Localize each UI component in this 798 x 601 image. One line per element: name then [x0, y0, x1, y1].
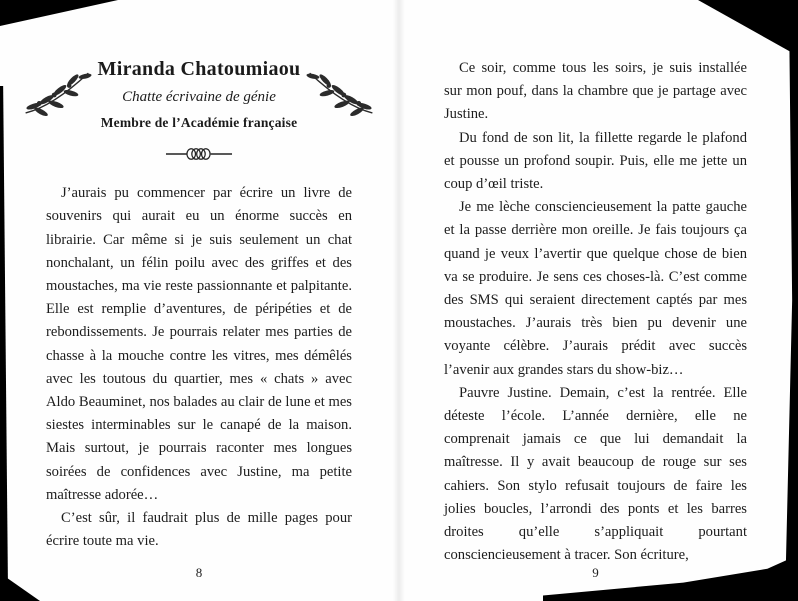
paragraph: Ce soir, comme tous les soirs, je suis installée sur mon pouf, dans la chambre que je partage avec Justine.	[444, 60, 747, 123]
chapter-header	[46, 58, 352, 131]
chapter-header-text	[98, 58, 301, 131]
chapter-subtitle: Chatte écrivaine de génie	[122, 89, 276, 105]
chapter-affiliation: Membre de l’Académie française	[100, 115, 298, 130]
scan-edge-top-right	[698, 0, 798, 56]
right-page-body	[444, 57, 747, 567]
page-left	[46, 56, 352, 553]
paragraph: Je me lèche consciencieusement la patte gauche et la passe derrière mon oreille. Je fais toujours ça quand je veux l’avertir que quelque chose de bien va se produire. Je sens ces choses-là. C’est comme des SMS qui seraient directement captés par mes moustaches. J’aurais très bien pu devenir une voyante célèbre. J’aurais prédit avec succès l’avenir aux grandes stars du show-biz…	[444, 199, 747, 378]
olive-branch-left-icon	[20, 66, 94, 124]
olive-branch-right-icon	[304, 66, 378, 124]
paragraph: J’aurais pu commencer par écrire un livre de souvenirs qui aurait eu un énorme succès en librairie. Car même si je suis seulement un chat nonchalant, un félin poilu avec des griffes et des moustaches, ma vie reste passionnante et palpitante. Elle est remplie d’aventures, de péripéties et de rebondissements. Je pourrais relater mes parties de chasse à la mouche contre les vitres, mes démêlés avec les toutous du quartier, mes « chats » avec Aldo Beauminet, nos balades au clair de lune et mes siestes interminables sur le canapé de la maison. Mais surtout, je pourrais raconter mes longues soirées de confidences avec Justine, ma petite maîtresse adorée…	[46, 185, 352, 503]
rope-knot-divider-icon	[165, 145, 233, 161]
paragraph: Du fond de son lit, la fillette regarde le plafond et pousse un profond soupir. Puis, elle me jette un coup d’œil triste.	[444, 129, 747, 193]
page-right	[444, 57, 747, 567]
paragraph: C’est sûr, il faudrait plus de mille pages pour écrire toute ma vie.	[46, 510, 352, 550]
left-page-body	[46, 182, 352, 553]
page-number-right: 9	[592, 565, 599, 580]
page-gutter	[393, 0, 405, 601]
scan-edge-right	[785, 0, 798, 601]
scan-edge-left	[0, 86, 9, 601]
paragraph: Pauvre Justine. Demain, c’est la rentrée. Elle déteste l’école. L’année dernière, elle ne comprenait jamais ce que lui demandait la maîtresse. Il y avait beaucoup de rouge sur ses cahiers. Son stylo refusait toujours de faire les jolies boucles, l’arrondi des ponts et les barres droites qu’elle s’appliquait pourtant consciencieusement à tracer. Son écriture,	[444, 384, 747, 564]
section-divider	[46, 145, 352, 166]
scan-edge-top-left	[0, 0, 118, 26]
chapter-title: Miranda Chatoumiaou	[97, 58, 301, 80]
page-number-left: 8	[195, 565, 203, 580]
